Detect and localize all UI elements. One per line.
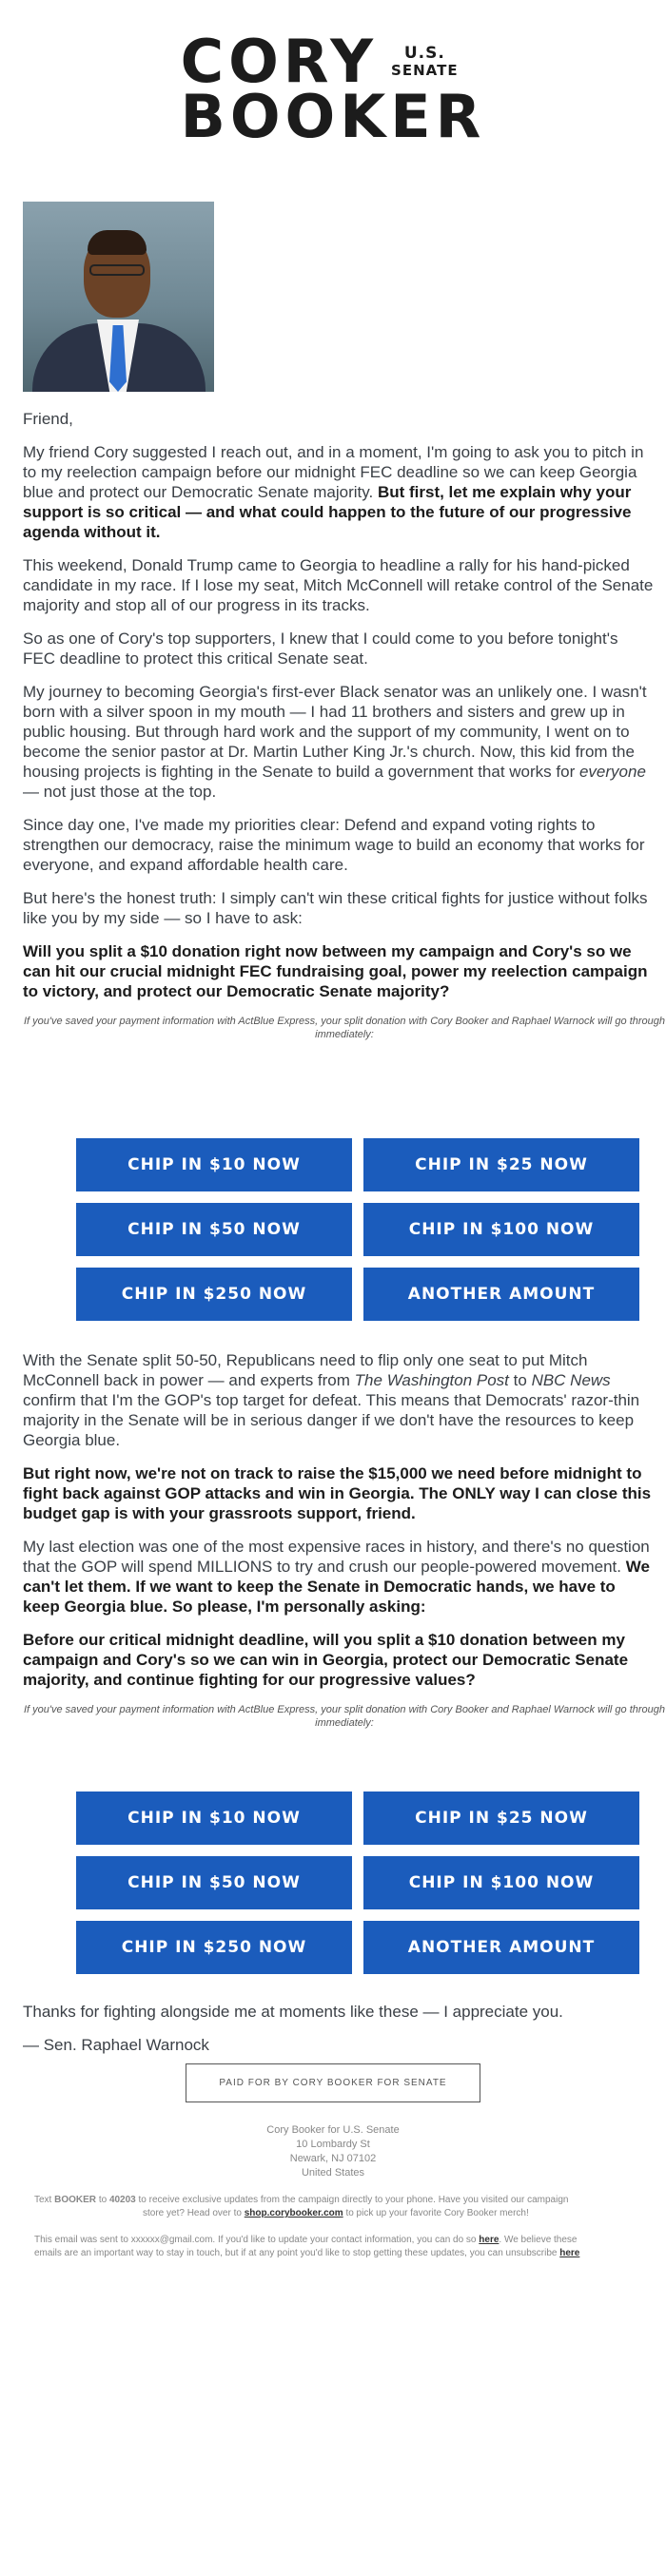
sms-optin-text: Text BOOKER to 40203 to receive exclusive updates from the campaign directly to your phone. Have you visited our campaign — [34, 2195, 569, 2205]
email-footer — [0, 2063, 666, 2260]
thanks-line: Thanks for fighting alongside me at moments like these — I appreciate you. — [23, 2003, 563, 2021]
unsubscribe-link[interactable]: here — [559, 2248, 580, 2258]
campaign-logo — [0, 27, 666, 151]
paragraph-budget-gap: But right now, we're not on track to raise the $15,000 we need before midnight to fight back against GOP attacks and win in Georgia. The ONLY way I can close this budget gap is with your grassroots support, friend. — [23, 1464, 652, 1522]
chip-in-100-button[interactable]: CHIP IN $100 NOW — [363, 1856, 639, 1909]
paragraph-senate-split: With the Senate split 50-50, Republicans need to flip only one seat to put Mitch McConnell back in power — and experts from The Washington Post to NBC News confirm that I'm the GOP's top target for defeat. This means that Democrats' razor-thin majority in the Senate will be in serious danger if we don't have the resources to keep Georgia blue. — [23, 1351, 640, 1449]
store-text: store yet? Head over to shop.corybooker.com to pick up your favorite Cory Booker merch! — [143, 2208, 529, 2218]
paid-for-disclaimer: PAID FOR BY CORY BOOKER FOR SENATE — [186, 2063, 480, 2102]
chip-in-10-button[interactable]: CHIP IN $10 NOW — [76, 1792, 352, 1845]
senator-portrait — [23, 202, 214, 392]
greeting: Friend, — [23, 410, 73, 428]
email-body-2 — [23, 1350, 666, 1741]
paragraph-supporters: So as one of Cory's top supporters, I knew that I could come to you before tonight's FEC deadline to protect this critical Senate seat. — [23, 629, 618, 668]
signoff: — Sen. Raphael Warnock — [23, 2036, 209, 2054]
donation-buttons-1 — [23, 1138, 666, 1332]
mailing-address: Cory Booker for U.S. Senate 10 Lombardy St Newark, NJ 07102 United States — [266, 2124, 400, 2179]
contact-info-text: This email was sent to xxxxxx@gmail.com. If you'd like to update your contact information, you can do so here. We believe these — [34, 2235, 578, 2245]
paragraph-honest-truth: But here's the honest truth: I simply can't win these critical fights for justice without folks like you by my side — so I have to ask: — [23, 889, 648, 927]
actblue-note-2: If you've saved your payment information with ActBlue Express, your split donation with Cory Booker and Raphael Warnock will go through immediately: — [23, 1704, 666, 1729]
update-info-link[interactable]: here — [479, 2235, 500, 2245]
donation-ask-1: Will you split a $10 donation right now between my campaign and Cory's so we can hit our crucial midnight FEC fundraising goal, power my reelection campaign to victory, and protect our Democratic Senate majority? — [23, 942, 648, 1000]
shop-link[interactable]: shop.corybooker.com — [244, 2208, 343, 2218]
paragraph-priorities: Since day one, I've made my priorities clear: Defend and expand voting rights to strengthen our democracy, raise the minimum wage to build an economy that works for everyone, and expand affordable health care. — [23, 816, 645, 874]
chip-in-50-button[interactable]: CHIP IN $50 NOW — [76, 1203, 352, 1256]
another-amount-button[interactable]: ANOTHER AMOUNT — [363, 1268, 639, 1321]
logo-first-name: CORY — [180, 27, 379, 96]
email-closing — [23, 2002, 666, 2068]
paragraph-expensive-race: My last election was one of the most expensive races in history, and there's no question that the GOP will spend MILLIONS to try and crush our people-powered movement. We can't let them. If we want to keep the Senate in Democratic hands, we have to keep Georgia blue. So please, I'm personally asking: — [23, 1538, 650, 1616]
paragraph-trump-rally: This weekend, Donald Trump came to Georgia to headline a rally for his hand-picked candidate in my race. If I lose my seat, Mitch McConnell will retake control of the Senate majority and stop all of our progress in its tracks. — [23, 556, 654, 614]
logo-office-line1: U.S. — [403, 44, 445, 63]
chip-in-250-button[interactable]: CHIP IN $250 NOW — [76, 1268, 352, 1321]
another-amount-button[interactable]: ANOTHER AMOUNT — [363, 1921, 639, 1974]
chip-in-25-button[interactable]: CHIP IN $25 NOW — [363, 1138, 639, 1191]
chip-in-50-button[interactable]: CHIP IN $50 NOW — [76, 1856, 352, 1909]
email-body — [23, 409, 666, 1053]
logo-office — [391, 45, 459, 79]
chip-in-100-button[interactable]: CHIP IN $100 NOW — [363, 1203, 639, 1256]
actblue-note-1: If you've saved your payment information with ActBlue Express, your split donation with Cory Booker and Raphael Warnock will go through immediately: — [23, 1016, 666, 1040]
donation-ask-2: Before our critical midnight deadline, will you split a $10 donation between my campaign and Cory's so we can win in Georgia, protect our Democratic Senate majority, and continue fighting for our progressive values? — [23, 1631, 629, 1689]
chip-in-25-button[interactable]: CHIP IN $25 NOW — [363, 1792, 639, 1845]
paragraph-journey: My journey to becoming Georgia's first-ever Black senator was an unlikely one. I wasn't born with a silver spoon in my mouth — I had 11 brothers and sisters and grew up in public housing. But through hard work and the support of my community, I went on to become the senior pastor at Dr. Martin Luther King Jr.'s church. Now, this kid from the housing projects is fighting in the Senate to build a government that works for everyone — not just those at the top. — [23, 683, 647, 801]
chip-in-250-button[interactable]: CHIP IN $250 NOW — [76, 1921, 352, 1974]
unsubscribe-text: emails are an important way to stay in touch, but if at any point you'd like to stop getting these updates, you can unsubscribe here — [34, 2248, 580, 2258]
chip-in-10-button[interactable]: CHIP IN $10 NOW — [76, 1138, 352, 1191]
donation-buttons-2 — [23, 1792, 666, 1985]
logo-last-name: BOOKER — [180, 82, 486, 151]
paragraph-intro: My friend Cory suggested I reach out, and in a moment, I'm going to ask you to pitch in to my reelection campaign before our midnight FEC deadline so we can keep Georgia blue and protect our Democratic Senate majority. But first, let me explain why your support is so critical — and what could happen to the future of our progressive agenda without it. — [23, 443, 644, 541]
logo-office-line2: SENATE — [391, 62, 459, 79]
